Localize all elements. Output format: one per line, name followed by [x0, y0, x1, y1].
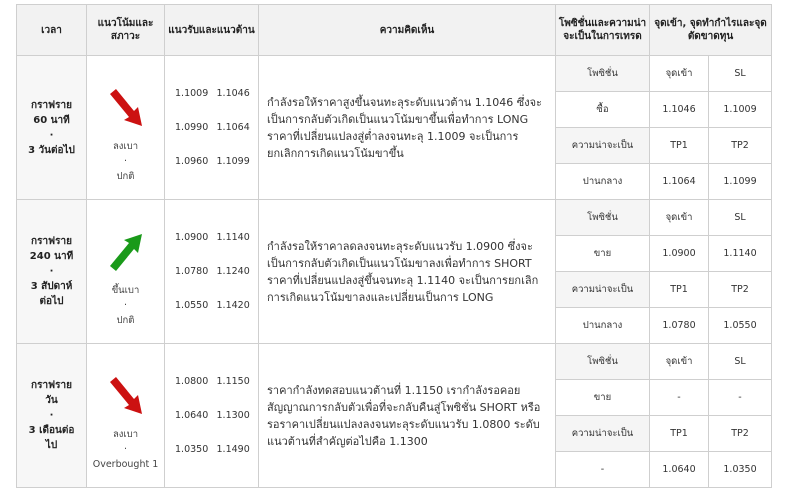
header-entry: จุดเข้า, จุดทำกำไรและจุดตัดขาดทุน [650, 5, 772, 56]
support-value: 1.0550 [175, 300, 209, 311]
grid-cell: 1.1046 [650, 92, 709, 128]
resistance-value: 1.1300 [216, 410, 250, 421]
period-line: วัน [45, 395, 58, 406]
period-line: ไป [45, 440, 58, 451]
period-line: 3 วันต่อไป [28, 144, 75, 156]
period-line: ต่อไป [39, 296, 64, 307]
grid-cell: ปานกลาง [556, 164, 650, 200]
levels-cell [165, 344, 259, 488]
level-row [175, 111, 258, 145]
grid-cell: TP1 [650, 272, 709, 308]
table-row [17, 200, 772, 236]
state-label: ปกติ [116, 171, 135, 182]
trend-label: ลงเบา [112, 141, 139, 152]
comment-cell: ราคากำลังทดสอบแนวต้านที่ 1.1150 เรากำลังรอคอยสัญญาณการกลับตัวเพื่อที่จะกลับคืนสู่โพซิชั่น SHORT หรือรอราคาเปลี่ยนแปลงลงจนทะลุระดับแนวรับ 1.0800 ระดับแนวต้านที่สำคัญต่อไปคือ 1.1300 [259, 344, 556, 488]
resistance-value: 1.1150 [216, 376, 250, 387]
grid-cell: ขาย [556, 236, 650, 272]
support-value: 1.0960 [175, 156, 209, 167]
down-red-arrow [87, 365, 164, 427]
grid-cell: 1.1140 [709, 236, 772, 272]
levels-cell [165, 56, 259, 200]
trend-cell [87, 344, 165, 488]
up-green-arrow [87, 221, 164, 283]
grid-cell: SL [709, 200, 772, 236]
header-row [17, 5, 772, 56]
grid-cell: 1.0350 [709, 452, 772, 488]
resistance-value: 1.1140 [216, 232, 250, 243]
grid-cell: โพซิชั่น [556, 200, 650, 236]
period-line: กราฟราย [31, 236, 72, 247]
header-comment: ความคิดเห็น [259, 5, 556, 56]
grid-cell: ซื้อ [556, 92, 650, 128]
level-row [175, 433, 258, 467]
level-row [175, 255, 258, 289]
grid-cell: 1.0780 [650, 308, 709, 344]
resistance-value: 1.1240 [216, 266, 250, 277]
grid-cell: ความน่าจะเป็น [556, 272, 650, 308]
grid-cell: 1.1009 [709, 92, 772, 128]
trend-label: ขึ้นเบา [111, 285, 140, 296]
grid-cell: TP2 [709, 416, 772, 452]
grid-cell: - [650, 380, 709, 416]
resistance-value: 1.1046 [216, 88, 250, 99]
support-value: 1.0640 [175, 410, 209, 421]
down-red-arrow [87, 77, 164, 139]
trend-cell [87, 200, 165, 344]
grid-cell: โพซิชั่น [556, 344, 650, 380]
period-dot: · [49, 266, 54, 277]
period-line: กราฟราย [31, 99, 72, 111]
support-value: 1.0350 [175, 444, 209, 455]
period-cell [17, 200, 87, 344]
header-position: โพซิชั่นและความน่าจะเป็นในการเทรด [556, 5, 650, 56]
trend-dot: · [123, 300, 128, 311]
grid-cell: SL [709, 56, 772, 92]
support-value: 1.1009 [175, 88, 209, 99]
grid-cell: TP2 [709, 128, 772, 164]
grid-cell: - [556, 452, 650, 488]
period-line: 3 สัปดาห์ [30, 281, 73, 292]
grid-cell: จุดเข้า [650, 344, 709, 380]
period-line: กราฟราย [31, 380, 72, 391]
period-line: 3 เดือนต่อ [28, 425, 75, 436]
period-dot: · [49, 129, 54, 141]
levels-cell [165, 200, 259, 344]
header-time: เวลา [17, 5, 87, 56]
period-line: 240 นาที [29, 251, 74, 262]
analysis-table [16, 4, 772, 488]
state-label: ปกติ [116, 315, 135, 326]
support-value: 1.0800 [175, 376, 209, 387]
grid-cell: 1.1099 [709, 164, 772, 200]
grid-cell: SL [709, 344, 772, 380]
resistance-value: 1.1099 [216, 156, 250, 167]
grid-cell: ปานกลาง [556, 308, 650, 344]
resistance-value: 1.1490 [216, 444, 250, 455]
trend-dot: · [123, 156, 128, 167]
grid-cell: ขาย [556, 380, 650, 416]
trend-dot: · [123, 444, 128, 455]
period-cell [17, 344, 87, 488]
level-row [175, 145, 258, 179]
level-row [175, 399, 258, 433]
period-cell [17, 56, 87, 200]
grid-cell: ความน่าจะเป็น [556, 416, 650, 452]
resistance-value: 1.1420 [216, 300, 250, 311]
trend-label: ลงเบา [112, 429, 139, 440]
level-row [175, 289, 258, 323]
grid-cell: 1.0640 [650, 452, 709, 488]
period-dot: · [49, 410, 54, 421]
comment-cell: กำลังรอให้ราคาสูงขึ้นจนทะลุระดับแนวต้าน 1.1046 ซึ่งจะเป็นการกลับตัวเกิดเป็นแนวโน้มขาขึ้นเพื่อทำการ LONG ราคาที่เปลี่ยนแปลงสู่ต่ำลงจนทะลุ 1.1009 จะเป็นการยกเลิกการเกิดแนวโน้มขาขึ้น [259, 56, 556, 200]
grid-cell: จุดเข้า [650, 200, 709, 236]
level-row [175, 365, 258, 399]
support-value: 1.0780 [175, 266, 209, 277]
grid-cell: จุดเข้า [650, 56, 709, 92]
grid-cell: โพซิชั่น [556, 56, 650, 92]
header-trend: แนวโน้มและสภาวะ [87, 5, 165, 56]
grid-cell: 1.0550 [709, 308, 772, 344]
grid-cell: TP1 [650, 128, 709, 164]
table-row [17, 56, 772, 92]
support-value: 1.0900 [175, 232, 209, 243]
comment-cell: กำลังรอให้ราคาลดลงจนทะลุระดับแนวรับ 1.0900 ซึ่งจะเป็นการกลับตัวเกิดเป็นแนวโน้มขาลงเพื่อทำการ SHORT ราคาที่เปลี่ยนแปลงสู่ขึ้นจนทะลุ 1.1140 จะเป็นการยกเลิกการเกิดแนวโน้มขาลงและเปลี่ยนเป็นการ LONG [259, 200, 556, 344]
state-label: Overbought 1 [92, 459, 159, 470]
grid-cell: ความน่าจะเป็น [556, 128, 650, 164]
grid-cell: 1.1064 [650, 164, 709, 200]
level-row [175, 77, 258, 111]
header-levels: แนวรับและแนวต้าน [165, 5, 259, 56]
support-value: 1.0990 [175, 122, 209, 133]
level-row [175, 221, 258, 255]
resistance-value: 1.1064 [216, 122, 250, 133]
grid-cell: TP1 [650, 416, 709, 452]
period-line: 60 นาที [33, 114, 70, 126]
grid-cell: - [709, 380, 772, 416]
grid-cell: 1.0900 [650, 236, 709, 272]
trend-cell [87, 56, 165, 200]
table-row [17, 344, 772, 380]
grid-cell: TP2 [709, 272, 772, 308]
